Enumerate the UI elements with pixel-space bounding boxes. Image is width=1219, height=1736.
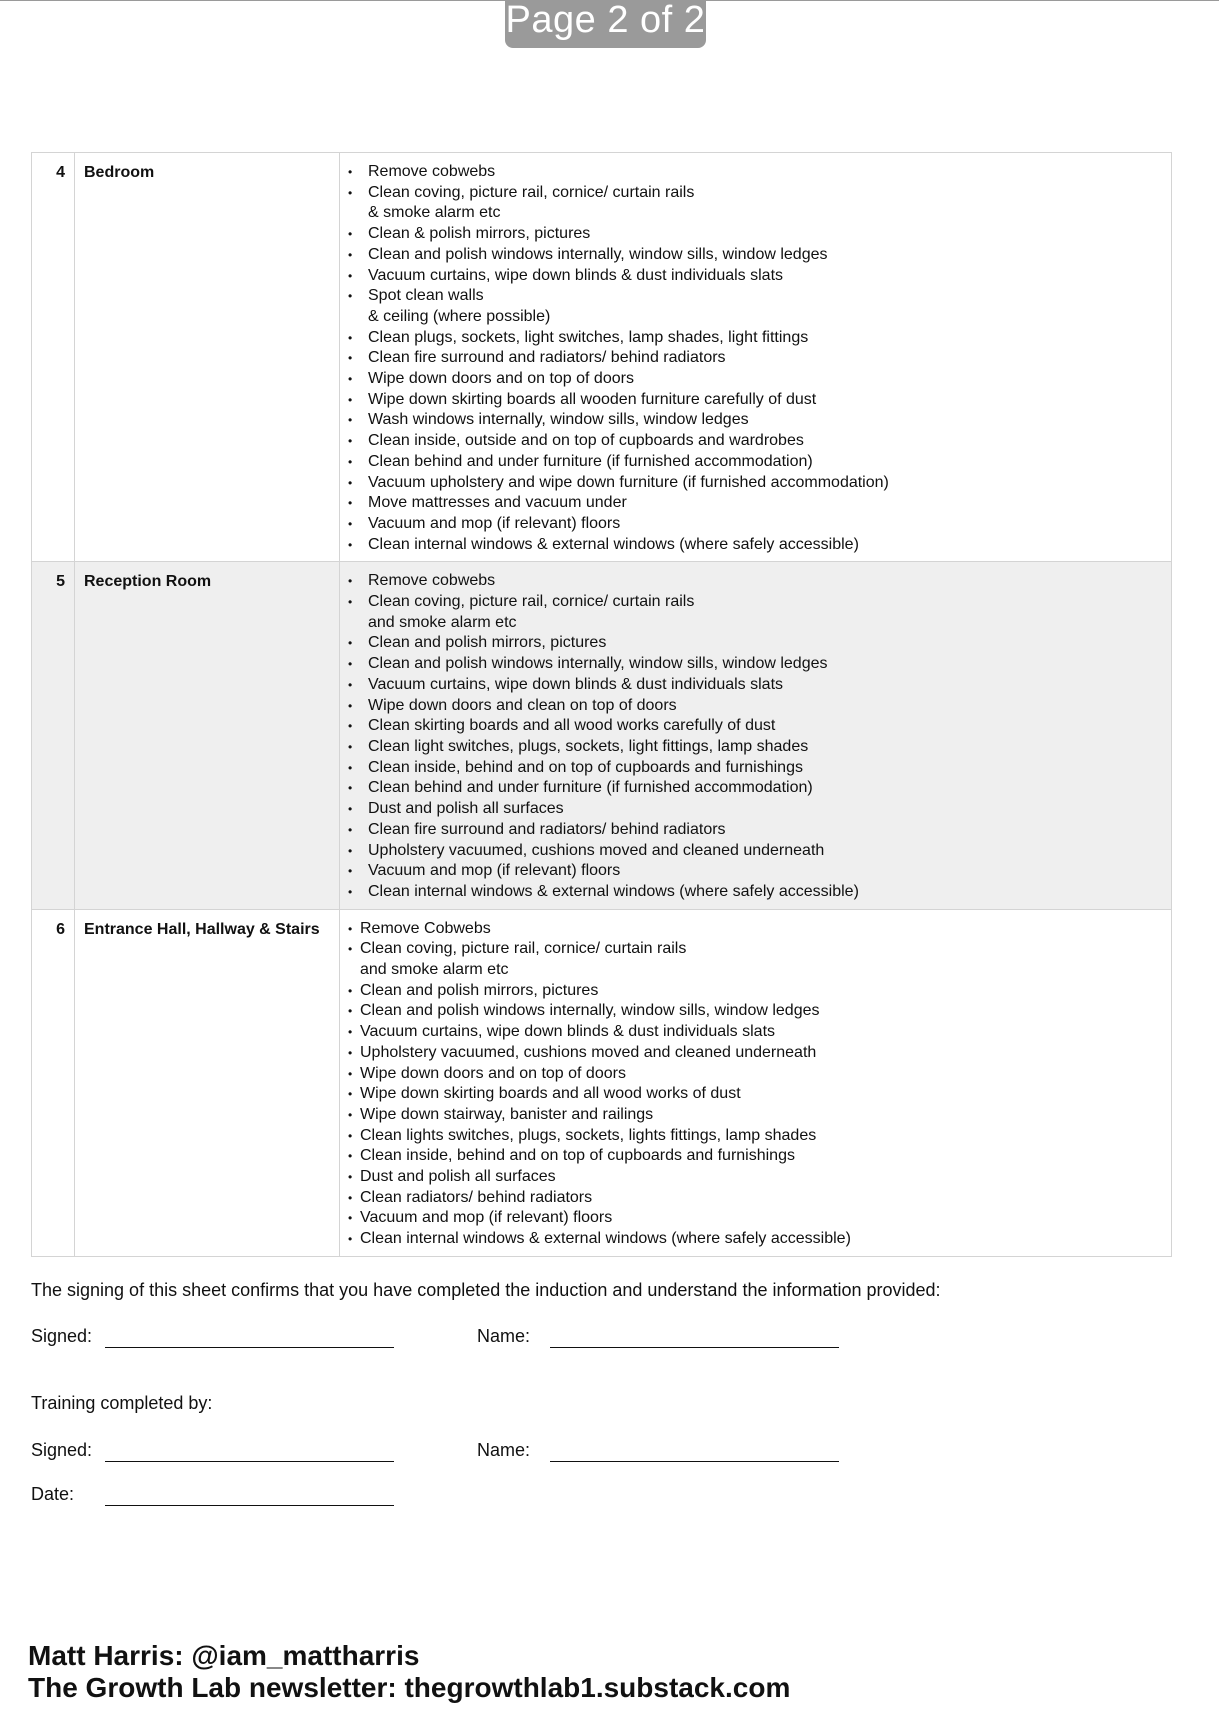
task-item xyxy=(340,716,1171,737)
task-text: Clean plugs, sockets, light switches, lamp shades, light fittings xyxy=(368,328,809,346)
task-item xyxy=(340,882,1171,903)
task-item xyxy=(340,1064,1171,1085)
room-task-cell xyxy=(340,562,1172,909)
task-item xyxy=(340,1105,1171,1126)
date-line[interactable] xyxy=(105,1504,394,1506)
task-item xyxy=(340,696,1171,717)
table-row xyxy=(32,153,1172,562)
room-name: Reception Room xyxy=(75,562,340,909)
task-text: Wipe down doors and on top of doors xyxy=(360,1064,626,1082)
task-item xyxy=(340,675,1171,696)
task-text: Clean internal windows & external windows (where safely accessible) xyxy=(368,535,859,553)
task-text: Clean fire surround and radiators/ behind radiators xyxy=(368,820,726,838)
room-number: 5 xyxy=(32,562,75,909)
task-text: Wipe down doors and on top of doors xyxy=(368,370,634,388)
task-item xyxy=(340,1167,1171,1188)
task-text: Vacuum curtains, wipe down blinds & dust individuals slats xyxy=(368,675,784,693)
task-text: Remove Cobwebs xyxy=(360,919,491,937)
task-text: Vacuum curtains, wipe down blinds & dust individuals slats xyxy=(360,1023,776,1041)
task-item xyxy=(340,919,1171,940)
task-list xyxy=(340,162,1171,555)
task-text: Clean and polish windows internally, window sills, window ledges xyxy=(368,655,828,673)
task-text: Wash windows internally, window sills, window ledges xyxy=(368,411,749,429)
task-item xyxy=(340,654,1171,675)
task-item xyxy=(340,245,1171,266)
task-text: Upholstery vacuumed, cushions moved and cleaned underneath xyxy=(360,1043,817,1061)
task-text: Clean coving, picture rail, cornice/ curtain rails and smoke alarm etc xyxy=(368,593,695,631)
author-credit-line: Matt Harris: @iam_mattharris xyxy=(28,1640,420,1671)
room-task-cell xyxy=(340,153,1172,562)
trainee-name-label: Name: xyxy=(477,1326,531,1346)
room-number: 4 xyxy=(32,153,75,562)
task-text: Clean behind and under furniture (if furnished accommodation) xyxy=(368,779,813,797)
task-item xyxy=(340,183,1171,224)
task-item xyxy=(340,431,1171,452)
task-text: Spot clean walls & ceiling (where possible) xyxy=(368,287,551,325)
task-text: Clean internal windows & external windows (where safely accessible) xyxy=(368,882,859,900)
task-item xyxy=(340,841,1171,862)
task-text: Clean fire surround and radiators/ behind radiators xyxy=(368,349,726,367)
task-item xyxy=(340,410,1171,431)
task-item xyxy=(340,473,1171,494)
task-item xyxy=(340,939,1171,980)
task-text: Clean and polish mirrors, pictures xyxy=(360,981,599,999)
room-task-cell xyxy=(340,909,1172,1256)
task-item xyxy=(340,514,1171,535)
task-text: Remove cobwebs xyxy=(368,572,496,590)
task-text: Vacuum and mop (if relevant) floors xyxy=(368,862,621,880)
trainee-signed-label: Signed: xyxy=(31,1326,93,1346)
task-item xyxy=(340,162,1171,183)
table-row xyxy=(32,909,1172,1256)
task-text: Clean and polish mirrors, pictures xyxy=(368,634,607,652)
room-number: 6 xyxy=(32,909,75,1256)
task-item xyxy=(340,1229,1171,1250)
task-text: Clean behind and under furniture (if furnished accommodation) xyxy=(368,452,813,470)
task-item xyxy=(340,1188,1171,1209)
room-tasks-table xyxy=(31,152,1172,1257)
author-credit xyxy=(28,1640,790,1704)
task-text: Clean inside, behind and on top of cupboards and furnishings xyxy=(368,758,803,776)
task-text: Clean light switches, plugs, sockets, light fittings, lamp shades xyxy=(368,737,809,755)
task-item xyxy=(340,1126,1171,1147)
task-item xyxy=(340,1043,1171,1064)
task-text: Vacuum upholstery and wipe down furniture (if furnished accommodation) xyxy=(368,473,889,491)
task-text: Wipe down skirting boards and all wood works of dust xyxy=(360,1085,741,1103)
task-item xyxy=(340,1146,1171,1167)
task-item xyxy=(340,737,1171,758)
task-item xyxy=(340,1084,1171,1105)
task-item xyxy=(340,592,1171,633)
task-text: Wipe down stairway, banister and railings xyxy=(360,1105,654,1123)
room-name: Bedroom xyxy=(75,153,340,562)
task-item xyxy=(340,778,1171,799)
task-item xyxy=(340,799,1171,820)
task-item xyxy=(340,390,1171,411)
task-text: Clean skirting boards and all wood works carefully of dust xyxy=(368,717,776,735)
task-text: Upholstery vacuumed, cushions moved and cleaned underneath xyxy=(368,841,825,859)
task-text: Wipe down doors and clean on top of doors xyxy=(368,696,677,714)
room-name: Entrance Hall, Hallway & Stairs xyxy=(75,909,340,1256)
task-item xyxy=(340,328,1171,349)
task-text: Wipe down skirting boards all wooden furniture carefully of dust xyxy=(368,390,817,408)
task-item xyxy=(340,286,1171,327)
page-indicator-badge: Page 2 of 2 xyxy=(505,0,706,48)
task-text: Clean inside, behind and on top of cupboards and furnishings xyxy=(360,1147,795,1165)
trainer-signature-line[interactable] xyxy=(105,1460,394,1462)
task-item xyxy=(340,369,1171,390)
task-item xyxy=(340,861,1171,882)
task-item xyxy=(340,1022,1171,1043)
task-text: Clean internal windows & external windows (where safely accessible) xyxy=(360,1230,851,1248)
task-text: Clean & polish mirrors, pictures xyxy=(368,225,591,243)
task-text: Clean radiators/ behind radiators xyxy=(360,1188,593,1206)
task-item xyxy=(340,493,1171,514)
task-item xyxy=(340,981,1171,1002)
task-item xyxy=(340,452,1171,473)
task-item xyxy=(340,224,1171,245)
task-text: Clean coving, picture rail, cornice/ curtain rails & smoke alarm etc xyxy=(368,183,695,222)
newsletter-credit-line: The Growth Lab newsletter: thegrowthlab1.substack.com xyxy=(28,1672,791,1703)
task-item xyxy=(340,633,1171,654)
task-item xyxy=(340,266,1171,287)
task-item xyxy=(340,535,1171,556)
task-item xyxy=(340,758,1171,779)
task-item xyxy=(340,820,1171,841)
task-list xyxy=(340,919,1171,1250)
trainee-name-line[interactable] xyxy=(550,1346,839,1348)
task-text: Dust and polish all surfaces xyxy=(360,1168,556,1186)
training-completed-label: Training completed by: xyxy=(31,1393,213,1413)
trainer-name-label: Name: xyxy=(477,1440,531,1460)
date-label: Date: xyxy=(31,1484,75,1504)
task-item xyxy=(340,1208,1171,1229)
task-text: Move mattresses and vacuum under xyxy=(368,494,627,512)
task-text: Clean coving, picture rail, cornice/ curtain rails and smoke alarm etc xyxy=(360,940,687,979)
task-text: Clean lights switches, plugs, sockets, lights fittings, lamp shades xyxy=(360,1126,817,1144)
task-text: Clean and polish windows internally, window sills, window ledges xyxy=(360,1002,820,1020)
task-text: Remove cobwebs xyxy=(368,163,496,180)
task-text: Vacuum and mop (if relevant) floors xyxy=(360,1209,613,1227)
task-item xyxy=(340,571,1171,592)
task-text: Dust and polish all surfaces xyxy=(368,800,564,818)
task-item xyxy=(340,348,1171,369)
task-text: Clean inside, outside and on top of cupboards and wardrobes xyxy=(368,432,804,450)
signoff-statement: The signing of this sheet confirms that you have completed the induction and understand the information provided: xyxy=(31,1280,941,1300)
trainer-name-line[interactable] xyxy=(550,1460,839,1462)
trainee-signature-line[interactable] xyxy=(105,1346,394,1348)
task-text: Vacuum curtains, wipe down blinds & dust individuals slats xyxy=(368,266,784,284)
task-item xyxy=(340,1001,1171,1022)
trainer-signed-label: Signed: xyxy=(31,1440,93,1460)
task-text: Clean and polish windows internally, window sills, window ledges xyxy=(368,245,828,263)
task-text: Vacuum and mop (if relevant) floors xyxy=(368,514,621,532)
task-list xyxy=(340,571,1171,902)
table-row xyxy=(32,562,1172,909)
